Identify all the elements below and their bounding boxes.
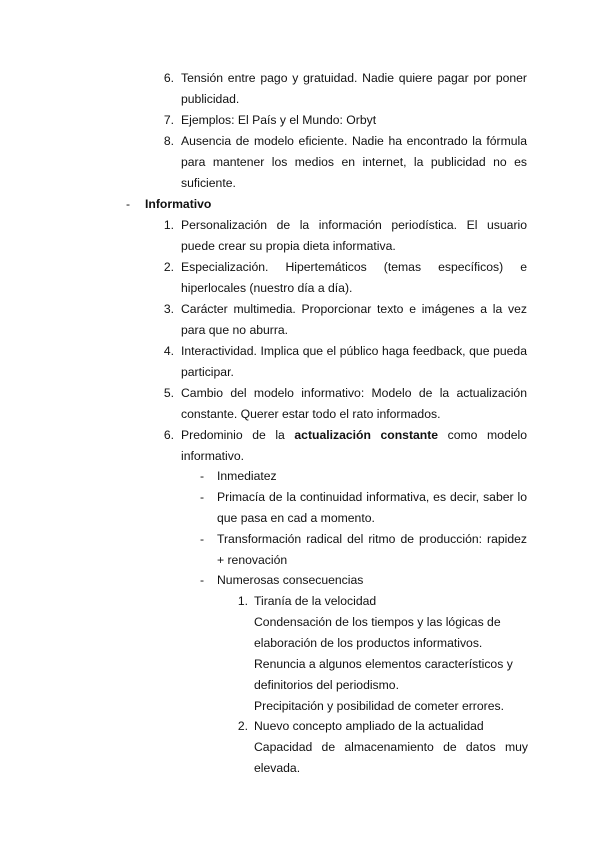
list-item xyxy=(181,425,527,467)
list-item: Ejemplos: El País y el Mundo: Orbyt xyxy=(181,113,377,127)
sub-bullet: - xyxy=(200,532,205,546)
list-number: 2. xyxy=(163,260,174,274)
list-item: Carácter multimedia. Proporcionar texto e imágenes a la vez para que no aburra. xyxy=(181,302,527,337)
consequence-line: Precipitación y posibilidad de cometer errores. xyxy=(254,699,504,713)
consequence-title: Nuevo concepto ampliado de la actualidad xyxy=(254,719,484,733)
list-item: Personalización de la información periodística. El usuario puede crear su propia dieta informativa. xyxy=(181,218,527,253)
list-number: 2. xyxy=(237,719,248,733)
consequence-line: Condensación de los tiempos y las lógicas de elaboración de los productos informativos. xyxy=(254,615,501,650)
list-item: Especialización. Hipertemáticos (temas específicos) e hiperlocales (nuestro día a día). xyxy=(181,260,527,295)
list-number: 1. xyxy=(163,218,174,232)
sub-bullet: - xyxy=(200,573,205,587)
item-text-before: Predominio de la xyxy=(181,428,285,442)
section-bullet: - xyxy=(126,197,131,211)
item-text-bold: actualización constante xyxy=(294,428,439,442)
consequence-title: Tiranía de la velocidad xyxy=(254,594,377,608)
list-number: 6. xyxy=(163,428,174,442)
sub-bullet: - xyxy=(200,469,205,483)
list-number: 5. xyxy=(163,386,174,400)
consequence-line: Renuncia a algunos elementos característicos y definitorios del periodismo. xyxy=(254,657,513,692)
list-item: Interactividad. Implica que el público haga feedback, que pueda participar. xyxy=(181,344,527,379)
list-item: Cambio del modelo informativo: Modelo de la actualización constante. Querer estar todo el rato informados. xyxy=(181,386,527,421)
section-heading: Informativo xyxy=(145,197,212,211)
list-number: 8. xyxy=(163,134,174,148)
sub-bullet: - xyxy=(200,490,205,504)
sub-item: Primacía de la continuidad informativa, es decir, saber lo que pasa en cad a momento. xyxy=(217,490,527,525)
list-number: 1. xyxy=(237,594,248,608)
list-number: 4. xyxy=(163,344,174,358)
sub-item: Transformación radical del ritmo de producción: rapidez + renovación xyxy=(217,532,527,567)
list-item: Tensión entre pago y gratuidad. Nadie quiere pagar por poner publicidad. xyxy=(181,71,527,106)
list-number: 7. xyxy=(163,113,174,127)
list-number: 3. xyxy=(163,302,174,316)
consequence-line: Capacidad de almacenamiento de datos muy elevada. xyxy=(254,740,528,775)
sub-item: Numerosas consecuencias xyxy=(217,573,364,587)
item-text-after: como modelo informativo. xyxy=(181,428,527,463)
sub-item: Inmediatez xyxy=(217,469,277,483)
list-number: 6. xyxy=(163,71,174,85)
list-item: Ausencia de modelo eficiente. Nadie ha encontrado la fórmula para mantener los medios en internet, la publicidad no es suficiente. xyxy=(181,134,527,190)
